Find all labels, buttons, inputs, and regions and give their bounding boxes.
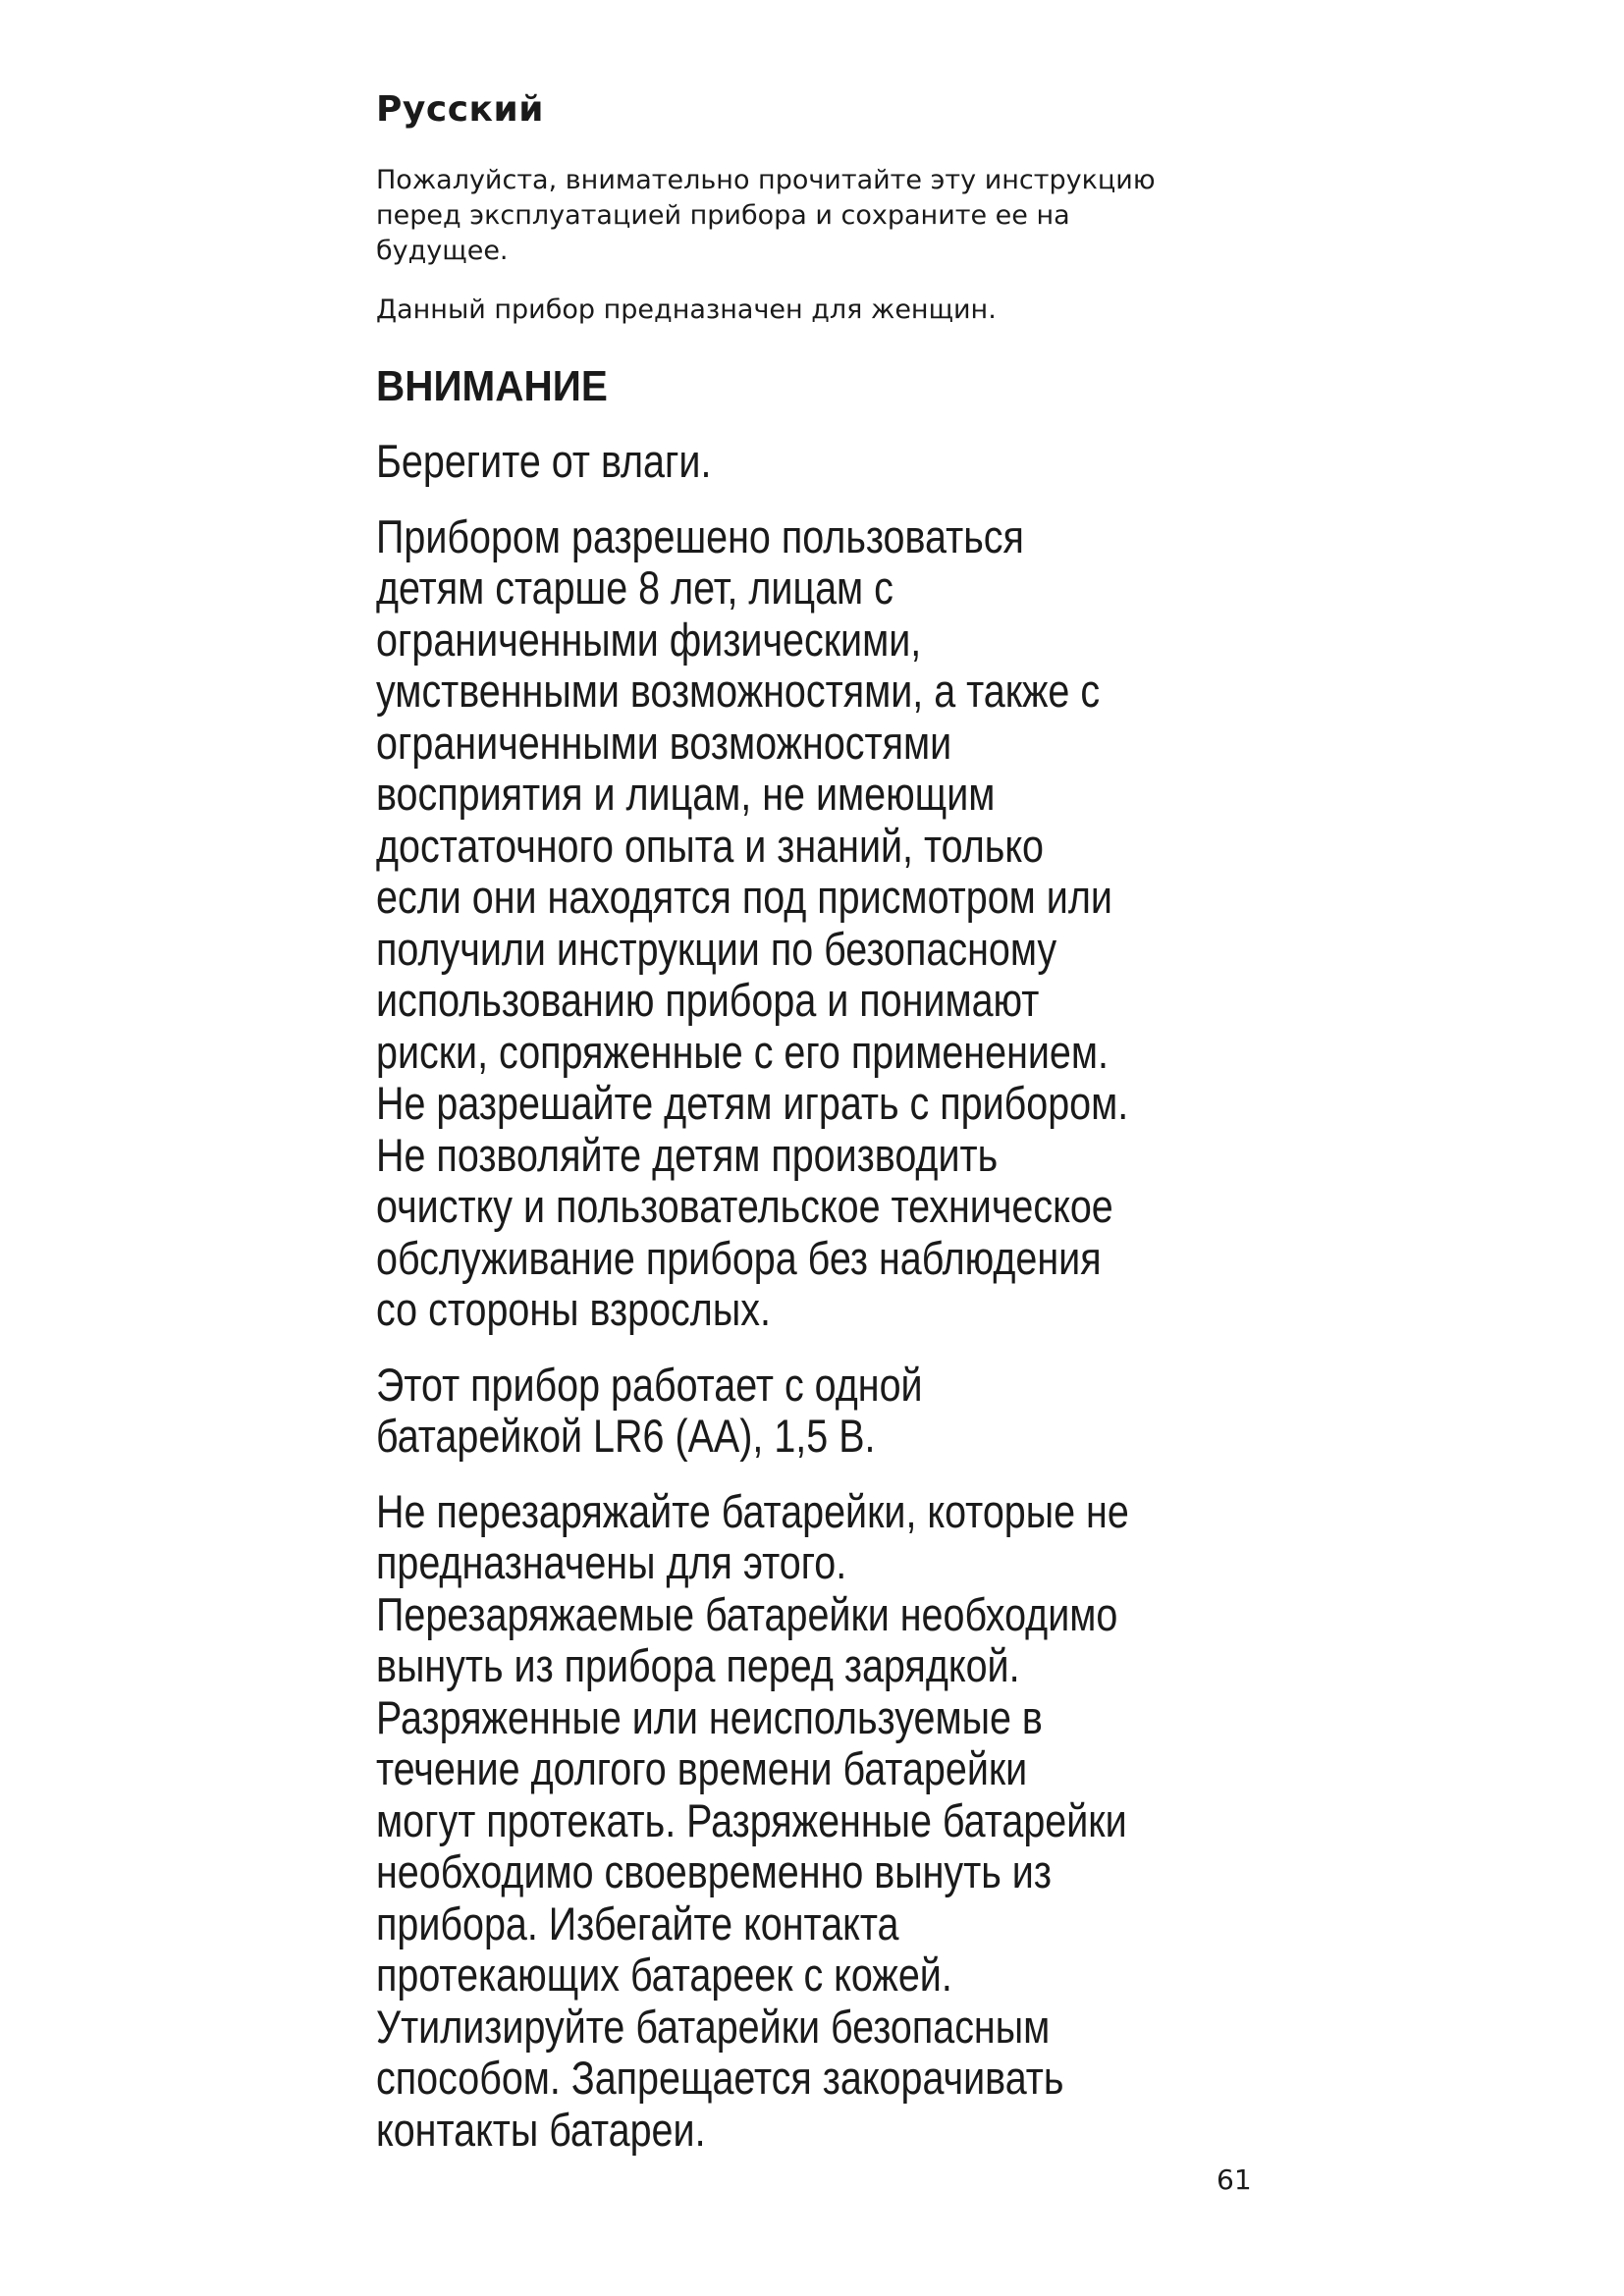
warning-heading: ВНИМАНИЕ [376,362,608,410]
warning-paragraph-moisture: Берегите от влаги. [376,435,712,487]
intro-paragraph-target-user: Данный прибор предназначен для женщин. [376,294,997,325]
warning-paragraph-battery-safety: Не перезаряжайте батарейки, которые не предназначены для этого. Перезаряжаемые батарейки необходимо вынуть из прибора перед зарядкой. Разряженные или неиспользуемые в течение долгого времени батарейки могут протекать. Разряженные батарейки необходимо своевременно вынуть из прибора. Избегайте контакта протекающих батареек с кожей. Утилизируйте батарейки безопасным способом. Запрещается закорачивать контакты батареи. [376,1484,1129,2156]
warning-paragraph-children-usage: Прибором разрешено пользоваться детям старше 8 лет, лицам с ограниченными физическими, умственными возможностями, а также с ограниченными возможностями восприятия и лицам, не имеющим достаточного опыта и знаний, только если они находятся под присмотром или получили инструкции по безопасному использованию прибора и понимают риски, сопряженные с его применением. Не разрешайте детям играть с прибором. Не позволяйте детям производить очистку и пользовательское техническое обслуживание прибора без наблюдения со стороны взрослых. [376,509,1129,1335]
intro-paragraph-instructions: Пожалуйста, внимательно прочитайте эту инструкцию перед эксплуатацией прибора и сохраните ее на будущее. [376,165,1156,266]
warning-paragraph-battery-type: Этот прибор работает с одной батарейкой LR6 (AA), 1,5 В. [376,1358,923,1462]
document-page [376,86,1279,2179]
language-heading: Русский [376,89,544,130]
page-number: 61 [1217,2163,1252,2196]
